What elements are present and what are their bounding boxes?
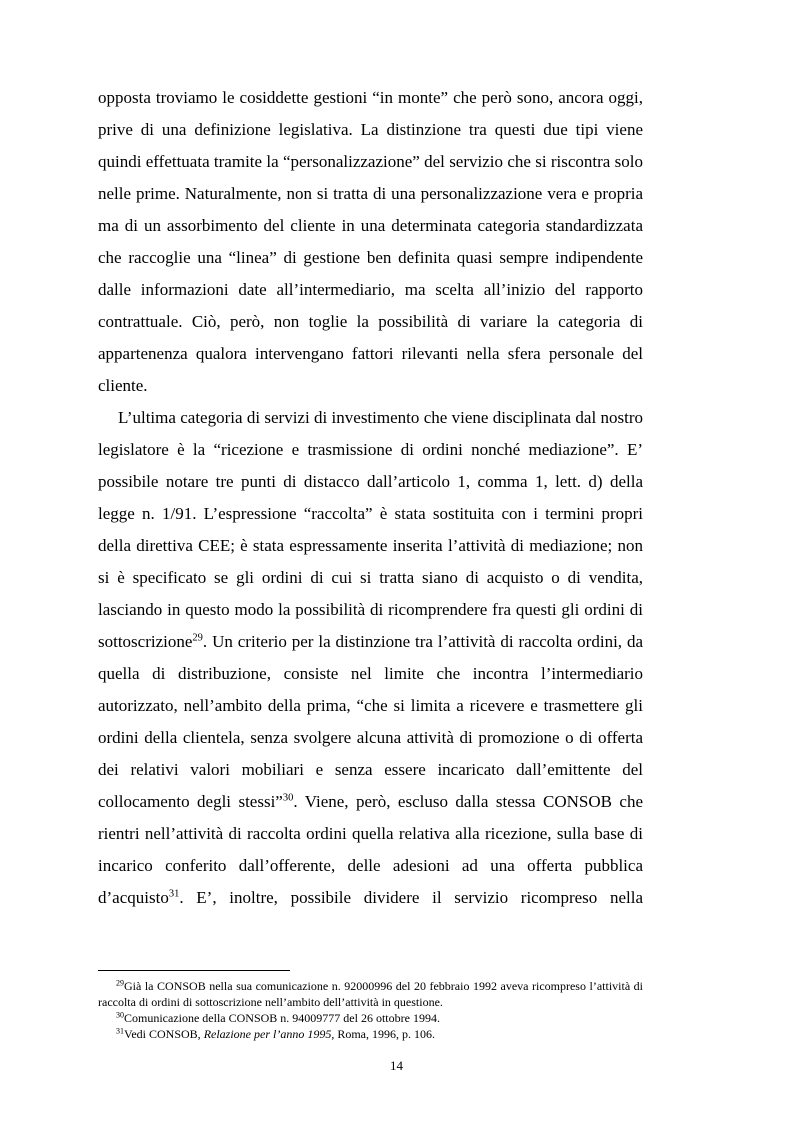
- footnote-31-post: , Roma, 1996, p. 106.: [331, 1027, 436, 1041]
- paragraph-2-part-4: . E’, inoltre, possibile dividere il servizio ricompreso nella: [179, 888, 643, 907]
- paragraph-1-text: opposta troviamo le cosiddette gestioni “in monte” che però sono, ancora oggi, prive di una definizione legislativa. La distinzione tra questi due tipi viene quindi effettuata tramite la “personalizzazione” del servizio che si riscontra solo nelle prime. Naturalmente, non si tratta di una personalizzazione vera e propria ma di un assorbimento del cliente in una determinata categoria standardizzata che raccoglie una “linea” di gestione ben definita quasi sempre indipendente dalle informazioni date all’intermediario, ma scelta all’inizio del rapporto contrattuale. Ciò, però, non toglie la possibilità di variare la categoria di appartenenza qualora intervengano fattori rilevanti nella sfera personale del cliente.: [98, 88, 643, 395]
- footnotes: [98, 978, 643, 1042]
- footnote-divider: [98, 970, 290, 971]
- footnote-31: [98, 1026, 643, 1042]
- paragraph-2-part-2: . Un criterio per la distinzione tra l’attività di raccolta ordini, da quella di distribuzione, consiste nel limite che incontra l’intermediario autorizzato, nell’ambito della prima, “che si limita a ricevere e trasmettere gli ordini della clientela, senza svolgere alcuna attività di promozione o di offerta dei relativi valori mobiliari e senza essere incaricato dall’emittente del collocamento degli stessi”: [98, 632, 643, 811]
- page-number: 14: [390, 1058, 403, 1073]
- paragraph-1: [98, 82, 643, 402]
- paragraph-2-part-1: L’ultima categoria di servizi di investimento che viene disciplinata dal nostro legislatore è la “ricezione e trasmissione di ordini nonché mediazione”. E’ possibile notare tre punti di distacco dall’articolo 1, comma 1, lett. d) della legge n. 1/91. L’espressione “raccolta” è stata sostituita con i termini propri della direttiva CEE; è stata espressamente inserita l’attività di mediazione; non si è specificato se gli ordini di cui si tratta siano di acquisto o di vendita, lasciando in questo modo la possibilità di ricomprendere fra questi gli ordini di sottoscrizione: [98, 408, 643, 651]
- footnote-31-pre: Vedi CONSOB,: [124, 1027, 204, 1041]
- footnote-29-text: Già la CONSOB nella sua comunicazione n. 92000996 del 20 febbraio 1992 aveva ricompreso l’attività di raccolta di ordini di sottoscrizione nell’ambito dell’attività in questione.: [98, 979, 643, 1009]
- footnote-31-title: Relazione per l’anno 1995: [203, 1027, 332, 1041]
- footnote-ref-29[interactable]: 29: [192, 632, 203, 644]
- footnote-30-text: Comunicazione della CONSOB n. 94009777 del 26 ottobre 1994.: [124, 1011, 440, 1025]
- footnote-30: [98, 1010, 643, 1026]
- footnote-31-number: 31: [116, 1026, 124, 1036]
- footnote-29-number: 29: [116, 978, 124, 988]
- footnote-29: [98, 978, 643, 1010]
- footnote-ref-30[interactable]: 30: [282, 792, 294, 804]
- body-text: [98, 82, 643, 914]
- footnote-30-number: 30: [116, 1010, 124, 1020]
- paragraph-2-part-3: . Viene, però, escluso dalla stessa CONSOB che rientri nell’attività di raccolta ordini quella relativa alla ricezione, sulla base di incarico conferito dall’offerente, delle adesioni ad una offerta pubblica d’acquisto: [98, 792, 643, 907]
- paragraph-2: [98, 402, 643, 914]
- footnote-ref-31[interactable]: 31: [168, 888, 180, 900]
